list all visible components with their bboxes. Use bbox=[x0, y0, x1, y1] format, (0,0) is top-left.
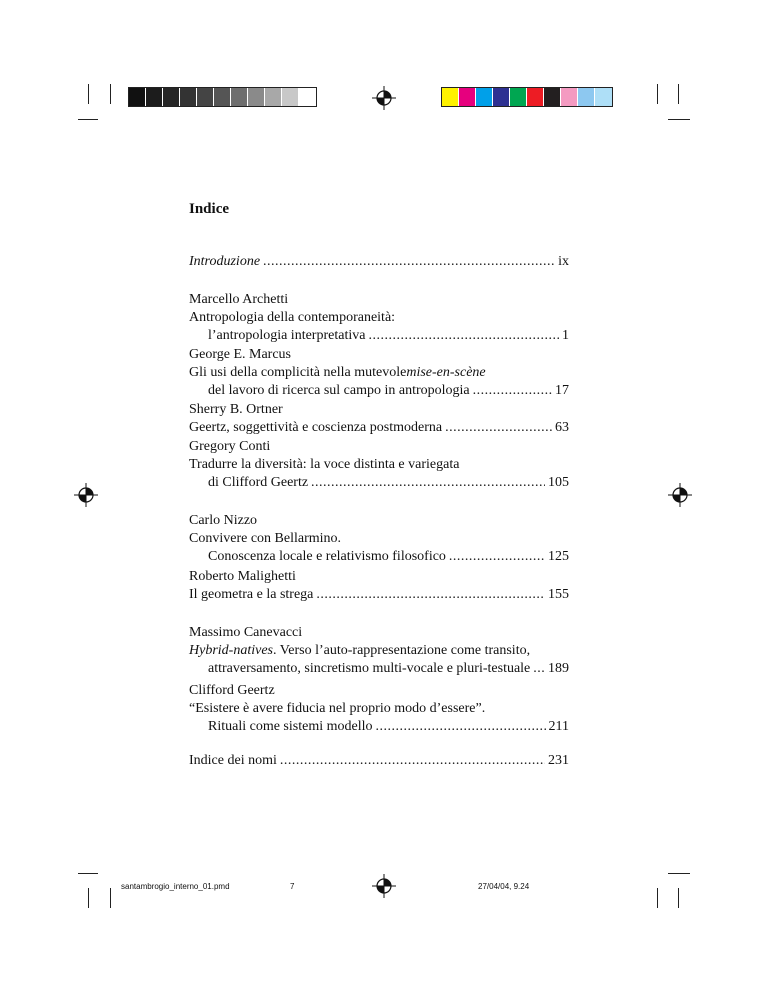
color-swatch bbox=[459, 88, 476, 106]
crop-mark bbox=[678, 84, 679, 104]
toc-leader-dots bbox=[263, 253, 555, 271]
toc-leader-dots bbox=[368, 327, 559, 345]
toc-author: Roberto Malighetti bbox=[189, 569, 296, 584]
toc-entry bbox=[189, 568, 569, 604]
toc-line bbox=[189, 456, 569, 474]
toc-entry bbox=[189, 624, 569, 678]
grayscale-color-bar bbox=[128, 87, 317, 107]
toc-title: “Esistere è avere fiducia nel proprio modo d’essere”. bbox=[189, 701, 486, 716]
toc-page-number: 155 bbox=[548, 587, 569, 602]
crop-mark bbox=[678, 888, 679, 908]
toc-line bbox=[189, 253, 569, 271]
toc-page-number: ix bbox=[558, 254, 569, 269]
toc-leader-dots bbox=[316, 586, 545, 604]
toc-title: Gli usi della complicità nella mutevole bbox=[189, 365, 407, 380]
color-swatch bbox=[231, 88, 248, 106]
color-swatch bbox=[578, 88, 595, 106]
registration-mark-icon bbox=[372, 874, 396, 898]
toc-title: attraversamento, sincretismo multi-vocale e pluri-testuale bbox=[208, 661, 531, 676]
toc-line bbox=[189, 660, 569, 678]
crop-mark bbox=[657, 888, 658, 908]
toc-author: Clifford Geertz bbox=[189, 683, 275, 698]
toc-line bbox=[189, 327, 569, 345]
toc-line bbox=[189, 382, 569, 400]
color-swatch bbox=[214, 88, 231, 106]
toc-title: di Clifford Geertz bbox=[208, 475, 309, 490]
toc-line bbox=[189, 700, 569, 718]
toc-entry bbox=[189, 291, 569, 345]
registration-mark-icon bbox=[372, 86, 396, 110]
crop-mark bbox=[110, 84, 111, 104]
toc-author: Marcello Archetti bbox=[189, 292, 289, 307]
toc-entry bbox=[189, 346, 569, 400]
toc-entry bbox=[189, 752, 569, 770]
color-swatch bbox=[527, 88, 544, 106]
toc-leader-dots bbox=[280, 752, 545, 770]
toc-author: Carlo Nizzo bbox=[189, 513, 258, 528]
color-swatch bbox=[129, 88, 146, 106]
toc-title: Rituali come sistemi modello bbox=[208, 719, 373, 734]
page-title: Indice bbox=[189, 201, 230, 217]
toc-title-italic: Hybrid-natives bbox=[189, 643, 273, 658]
color-swatch bbox=[299, 88, 316, 106]
toc-leader-dots bbox=[445, 419, 552, 437]
toc-author: George E. Marcus bbox=[189, 347, 291, 362]
process-color-bar bbox=[441, 87, 613, 107]
toc-entry bbox=[189, 438, 569, 492]
footer-page-number: 7 bbox=[290, 882, 295, 891]
toc-title: Convivere con Bellarmino. bbox=[189, 531, 342, 546]
toc-line bbox=[189, 548, 569, 566]
crop-mark bbox=[88, 84, 89, 104]
toc-leader-dots bbox=[473, 382, 552, 400]
color-swatch bbox=[493, 88, 510, 106]
toc-title: del lavoro di ricerca sul campo in antropologia bbox=[208, 383, 470, 398]
toc-title: l’antropologia interpretativa bbox=[208, 328, 366, 343]
footer-timestamp: 27/04/04, 9.24 bbox=[478, 882, 530, 891]
toc-line bbox=[189, 474, 569, 492]
crop-mark bbox=[110, 888, 111, 908]
color-swatch bbox=[595, 88, 612, 106]
color-swatch bbox=[476, 88, 493, 106]
toc-page-number: 125 bbox=[548, 549, 569, 564]
registration-mark-icon bbox=[668, 483, 692, 507]
color-swatch bbox=[146, 88, 163, 106]
toc-title: Il geometra e la strega bbox=[189, 587, 314, 602]
toc-entry bbox=[189, 253, 569, 271]
color-swatch bbox=[197, 88, 214, 106]
toc-leader-dots bbox=[449, 548, 545, 566]
toc-leader-dots bbox=[311, 474, 545, 492]
color-swatch bbox=[163, 88, 180, 106]
crop-mark bbox=[78, 119, 98, 120]
color-swatch bbox=[442, 88, 459, 106]
toc-line bbox=[189, 718, 569, 736]
toc-page-number: 189 bbox=[548, 661, 569, 676]
crop-mark bbox=[668, 119, 690, 120]
toc-author: Sherry B. Ortner bbox=[189, 402, 283, 417]
crop-mark bbox=[657, 84, 658, 104]
crop-mark bbox=[668, 873, 690, 874]
toc-line bbox=[189, 364, 569, 382]
color-swatch bbox=[544, 88, 561, 106]
toc-entry bbox=[189, 401, 569, 437]
toc-page-number: 231 bbox=[548, 753, 569, 768]
color-swatch bbox=[265, 88, 282, 106]
crop-mark bbox=[78, 873, 98, 874]
toc-entry bbox=[189, 512, 569, 566]
toc-leader-dots bbox=[375, 718, 545, 736]
toc-author: Massimo Canevacci bbox=[189, 625, 303, 640]
toc-leader-dots bbox=[533, 660, 545, 678]
toc-title-italic: mise-en-scène bbox=[406, 365, 486, 380]
color-swatch bbox=[282, 88, 299, 106]
toc-page-number: 105 bbox=[548, 475, 569, 490]
toc-title: Introduzione bbox=[189, 254, 261, 269]
color-swatch bbox=[561, 88, 578, 106]
color-swatch bbox=[248, 88, 265, 106]
toc-author: Gregory Conti bbox=[189, 439, 271, 454]
toc-title: Geertz, soggettività e coscienza postmoderna bbox=[189, 420, 443, 435]
footer-filename: santambrogio_interno_01.pmd bbox=[121, 882, 230, 891]
toc-page-number: 17 bbox=[555, 383, 569, 398]
toc-line bbox=[189, 309, 569, 327]
toc-line bbox=[189, 530, 569, 548]
color-swatch bbox=[180, 88, 197, 106]
toc-title: Tradurre la diversità: la voce distinta e variegata bbox=[189, 457, 460, 472]
toc-page-number: 1 bbox=[562, 328, 569, 343]
toc-line bbox=[189, 419, 569, 437]
toc-title: Indice dei nomi bbox=[189, 753, 277, 768]
toc-title: Conoscenza locale e relativismo filosofico bbox=[208, 549, 446, 564]
toc-page-number: 63 bbox=[555, 420, 569, 435]
color-swatch bbox=[510, 88, 527, 106]
toc-title: . Verso l’auto-rappresentazione come transito, bbox=[272, 643, 531, 658]
toc-title: Antropologia della contemporaneità: bbox=[189, 310, 396, 325]
crop-mark bbox=[88, 888, 89, 908]
toc-entry bbox=[189, 682, 569, 736]
toc-line bbox=[189, 752, 569, 770]
toc-page-number: 211 bbox=[548, 719, 569, 734]
toc-line bbox=[189, 642, 569, 660]
toc-line bbox=[189, 586, 569, 604]
registration-mark-icon bbox=[74, 483, 98, 507]
